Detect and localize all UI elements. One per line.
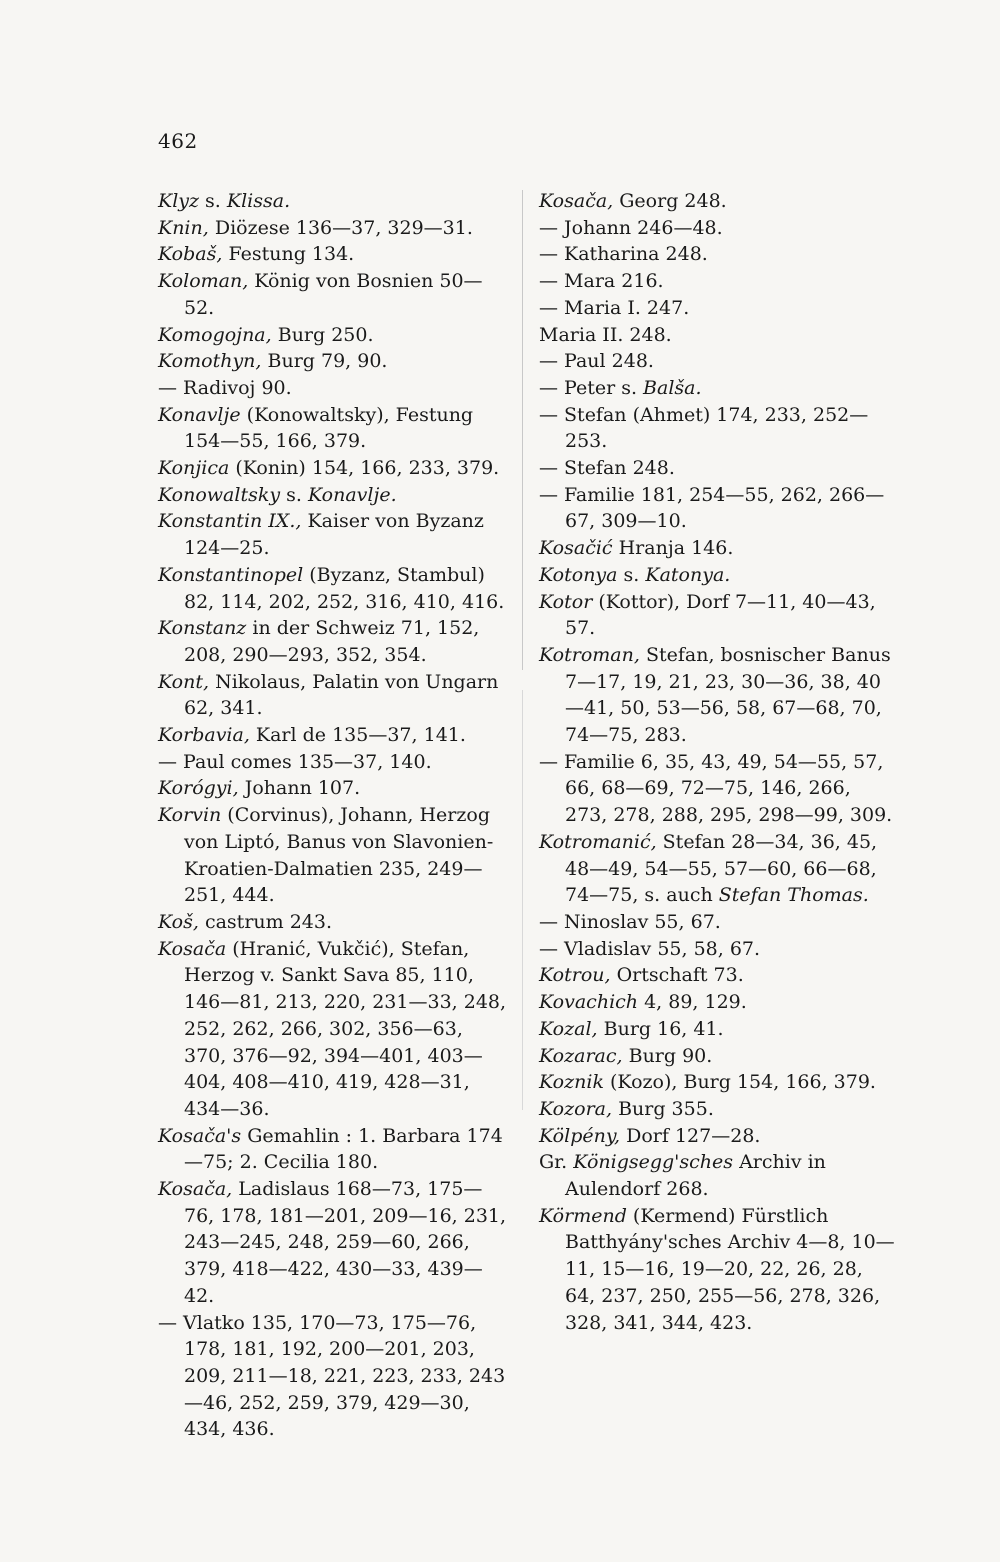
entry-references: Karl de 135—37, 141. bbox=[249, 724, 466, 747]
entry-references: — Stefan 248. bbox=[539, 457, 675, 480]
index-entry bbox=[158, 1123, 510, 1176]
index-entry bbox=[158, 348, 510, 375]
entry-references: in der Schweiz 71, 152, 208, 290—293, 352, 354. bbox=[184, 617, 480, 666]
index-entry bbox=[539, 241, 895, 268]
entry-references: — Radivoj 90. bbox=[158, 376, 292, 399]
index-entry bbox=[158, 909, 510, 936]
index-entry bbox=[539, 1203, 895, 1337]
entry-headword: Konjica bbox=[158, 457, 230, 480]
entry-headword: Kont, bbox=[158, 670, 210, 693]
entry-references: (Kottor), Dorf 7—11, 40—43, 57. bbox=[565, 590, 876, 640]
index-entry bbox=[158, 775, 510, 802]
right-column bbox=[539, 188, 895, 1336]
index-entry bbox=[539, 322, 895, 349]
index-entry bbox=[539, 295, 895, 322]
index-entry bbox=[539, 962, 895, 989]
index-entry bbox=[539, 1123, 895, 1150]
entry-references: Maria II. 248. bbox=[539, 323, 672, 346]
index-entry bbox=[158, 615, 510, 668]
entry-headword: Kovachich bbox=[539, 991, 639, 1014]
entry-references: Archiv in Aulendorf 268. bbox=[565, 1151, 826, 1201]
entry-references: — Familie 181, 254—55, 262, 266—67, 309—10. bbox=[539, 483, 885, 533]
index-entry bbox=[539, 909, 895, 936]
entry-headword: Kozal, bbox=[539, 1017, 598, 1040]
index-entry bbox=[158, 402, 510, 455]
entry-headword: Klyz bbox=[158, 190, 200, 212]
entry-references: Burg 16, 41. bbox=[597, 1017, 724, 1040]
entry-headword: Kosača's bbox=[158, 1124, 242, 1147]
index-entry bbox=[539, 455, 895, 482]
entry-references: Dorf 127—28. bbox=[620, 1124, 761, 1147]
index-entry bbox=[158, 375, 510, 402]
entry-references: s. bbox=[280, 483, 308, 506]
entry-references: Diözese 136—37, 329—31. bbox=[208, 216, 473, 239]
index-entry bbox=[539, 829, 895, 909]
entry-references: Burg 355. bbox=[612, 1097, 714, 1120]
entry-references: (Corvinus), Johann, Herzog von Liptó, Banus von Slavonien-Kroatien-Dalmatien 235, 249—251, 444. bbox=[184, 804, 494, 907]
entry-cross-reference: Stefan Thomas. bbox=[718, 884, 869, 907]
entry-headword: Kotor bbox=[539, 590, 593, 613]
entry-references: Burg 250. bbox=[271, 323, 374, 346]
entry-headword: Korbavia, bbox=[158, 724, 250, 747]
index-entry bbox=[539, 642, 895, 749]
entry-headword: Kosača bbox=[158, 937, 227, 960]
entry-references: — Stefan (Ahmet) 174, 233, 252—253. bbox=[539, 403, 869, 453]
index-entry bbox=[158, 188, 510, 215]
entry-headword: Kotroman, bbox=[539, 643, 640, 666]
entry-references: Stefan 28—34, 36, 45, 48—49, 54—55, 57—60, 66—68, 74—75, s. auch bbox=[565, 830, 878, 907]
entry-references: (Konowaltsky), Festung 154—55, 166, 379. bbox=[184, 403, 474, 453]
entry-headword: Kölpény, bbox=[539, 1124, 621, 1147]
entry-references: — Mara 216. bbox=[539, 270, 664, 293]
column-divider-lower bbox=[522, 690, 523, 1110]
index-entry bbox=[539, 1149, 895, 1202]
entry-headword: Konavlje bbox=[158, 403, 241, 426]
entry-headword: Kobaš, bbox=[158, 243, 223, 266]
entry-headword: Konstanz bbox=[158, 617, 247, 640]
entry-prefix: Gr. bbox=[539, 1151, 574, 1174]
index-entry bbox=[158, 241, 510, 268]
index-entry bbox=[539, 936, 895, 963]
entry-headword: Korvin bbox=[158, 804, 222, 827]
entry-headword: Konowaltsky bbox=[158, 483, 281, 506]
entry-headword: Koloman, bbox=[158, 270, 249, 293]
index-entry bbox=[158, 455, 510, 482]
entry-references: (Hranić, Vukčić), Stefan, Herzog v. Sankt Sava 85, 110, 146—81, 213, 220, 231—33, 248, 252, 262, 266, 302, 356—63, 370, 376—92, 394—401, 403—404, 408—410, 419, 428—31, 434—36. bbox=[184, 937, 507, 1120]
entry-references: (Byzanz, Stambul) 82, 114, 202, 252, 316, 410, 416. bbox=[184, 563, 505, 613]
index-entry bbox=[158, 1176, 510, 1310]
entry-headword: Komothyn, bbox=[158, 350, 262, 373]
index-entry bbox=[539, 375, 895, 402]
entry-headword: Kotromanić, bbox=[539, 830, 657, 853]
index-entry bbox=[158, 268, 510, 321]
entry-references: 4, 89, 129. bbox=[638, 991, 747, 1014]
index-entry bbox=[539, 535, 895, 562]
index-entry bbox=[158, 322, 510, 349]
entry-headword: Königsegg'sches bbox=[573, 1151, 734, 1174]
entry-headword: Kotonya bbox=[539, 563, 618, 586]
index-entry bbox=[158, 669, 510, 722]
index-entry bbox=[158, 722, 510, 749]
index-entry bbox=[539, 1043, 895, 1070]
entry-references: — Vladislav 55, 58, 67. bbox=[539, 937, 761, 960]
index-entry bbox=[158, 802, 510, 909]
index-entry bbox=[539, 562, 895, 589]
entry-cross-reference: Katonya. bbox=[645, 563, 731, 586]
index-entry bbox=[158, 562, 510, 615]
index-entry bbox=[158, 215, 510, 242]
index-entry bbox=[539, 1096, 895, 1123]
entry-references: — Paul 248. bbox=[539, 350, 654, 373]
entry-headword: Körmend bbox=[539, 1204, 627, 1227]
entry-references: — Ninoslav 55, 67. bbox=[539, 910, 721, 933]
entry-references: — Familie 6, 35, 43, 49, 54—55, 57, 66, 68—69, 72—75, 146, 266, 273, 278, 288, 295, 298—99, 309. bbox=[539, 750, 893, 827]
entry-headword: Konstantin IX., bbox=[158, 510, 302, 533]
entry-references: castrum 243. bbox=[198, 910, 332, 933]
index-entry bbox=[539, 749, 895, 829]
index-entry bbox=[539, 1069, 895, 1096]
entry-references: Johann 107. bbox=[238, 777, 361, 800]
index-entry bbox=[158, 482, 510, 509]
entry-headword: Kosača, bbox=[539, 190, 614, 212]
entry-references: s. bbox=[617, 563, 646, 586]
entry-references: (Kermend) Fürstlich Batthyány'sches Archiv 4—8, 10—11, 15—16, 19—20, 22, 26, 28, 64, 237, 250, 255—56, 278, 326, 328, 341, 344, 423. bbox=[565, 1204, 895, 1334]
entry-headword: Kosača, bbox=[158, 1178, 233, 1201]
entry-references: — Paul comes 135—37, 140. bbox=[158, 750, 432, 773]
entry-cross-reference: Balša. bbox=[643, 376, 702, 399]
entry-headword: Korógyi, bbox=[158, 777, 239, 800]
left-column bbox=[158, 188, 510, 1443]
entry-references: Gemahlin : 1. Barbara 174—75; 2. Cecilia 180. bbox=[184, 1124, 503, 1174]
entry-references: — Maria I. 247. bbox=[539, 296, 690, 319]
entry-headword: Konstantinopel bbox=[158, 563, 304, 586]
entry-references: Nikolaus, Palatin von Ungarn 62, 341. bbox=[184, 670, 499, 720]
entry-references: (Kozo), Burg 154, 166, 379. bbox=[603, 1071, 876, 1094]
index-entry bbox=[539, 348, 895, 375]
index-entry bbox=[539, 482, 895, 535]
index-entry bbox=[539, 402, 895, 455]
index-entry bbox=[539, 215, 895, 242]
column-divider bbox=[522, 190, 523, 670]
entry-references: Burg 79, 90. bbox=[261, 350, 388, 373]
entry-references: — Johann 246—48. bbox=[539, 216, 723, 239]
entry-references: Ladislaus 168—73, 175—76, 178, 181—201, 209—16, 231, 243—245, 248, 259—60, 266, 379, 418—422, 430—33, 439—42. bbox=[184, 1178, 507, 1307]
entry-references: — Vlatko 135, 170—73, 175—76, 178, 181, 192, 200—201, 203, 209, 211—18, 221, 223, 233, 243—46, 252, 259, 379, 429—30, 434, 436. bbox=[158, 1311, 506, 1441]
index-entry bbox=[539, 989, 895, 1016]
index-entry bbox=[539, 1016, 895, 1043]
entry-headword: Kozarac, bbox=[539, 1044, 623, 1067]
entry-headword: Knin, bbox=[158, 216, 209, 239]
entry-references: Festung 134. bbox=[222, 243, 355, 266]
entry-references: — Peter s. bbox=[539, 376, 644, 399]
index-entry bbox=[158, 749, 510, 776]
index-entry bbox=[539, 268, 895, 295]
index-entry bbox=[158, 508, 510, 561]
index-entry bbox=[539, 589, 895, 642]
entry-references: Ortschaft 73. bbox=[610, 964, 744, 987]
entry-references: — Katharina 248. bbox=[539, 243, 708, 266]
entry-references: Georg 248. bbox=[613, 190, 727, 212]
entry-references: Hranja 146. bbox=[612, 537, 734, 560]
index-entry bbox=[158, 1310, 510, 1444]
entry-references: (Konin) 154, 166, 233, 379. bbox=[229, 457, 500, 480]
entry-references: Burg 90. bbox=[622, 1044, 713, 1067]
entry-headword: Koznik bbox=[539, 1071, 604, 1094]
entry-references: s. bbox=[199, 190, 227, 212]
entry-references: Stefan, bosnischer Banus 7—17, 19, 21, 23, 30—36, 38, 40—41, 50, 53—56, 58, 67—68, 70, 74—75, 283. bbox=[565, 643, 891, 747]
entry-references: König von Bosnien 50—52. bbox=[184, 270, 483, 319]
index-entry bbox=[539, 188, 895, 215]
entry-references: Kaiser von Byzanz 124—25. bbox=[184, 510, 484, 560]
page-number: 462 bbox=[158, 129, 198, 153]
entry-headword: Kosačić bbox=[539, 537, 613, 560]
entry-headword: Koš, bbox=[158, 910, 199, 933]
index-entry bbox=[158, 936, 510, 1123]
entry-headword: Kotrou, bbox=[539, 964, 611, 987]
entry-cross-reference: Konavlje. bbox=[307, 483, 397, 506]
entry-headword: Kozora, bbox=[539, 1097, 613, 1120]
entry-headword: Komogojna, bbox=[158, 323, 272, 346]
entry-cross-reference: Klissa. bbox=[226, 190, 291, 212]
